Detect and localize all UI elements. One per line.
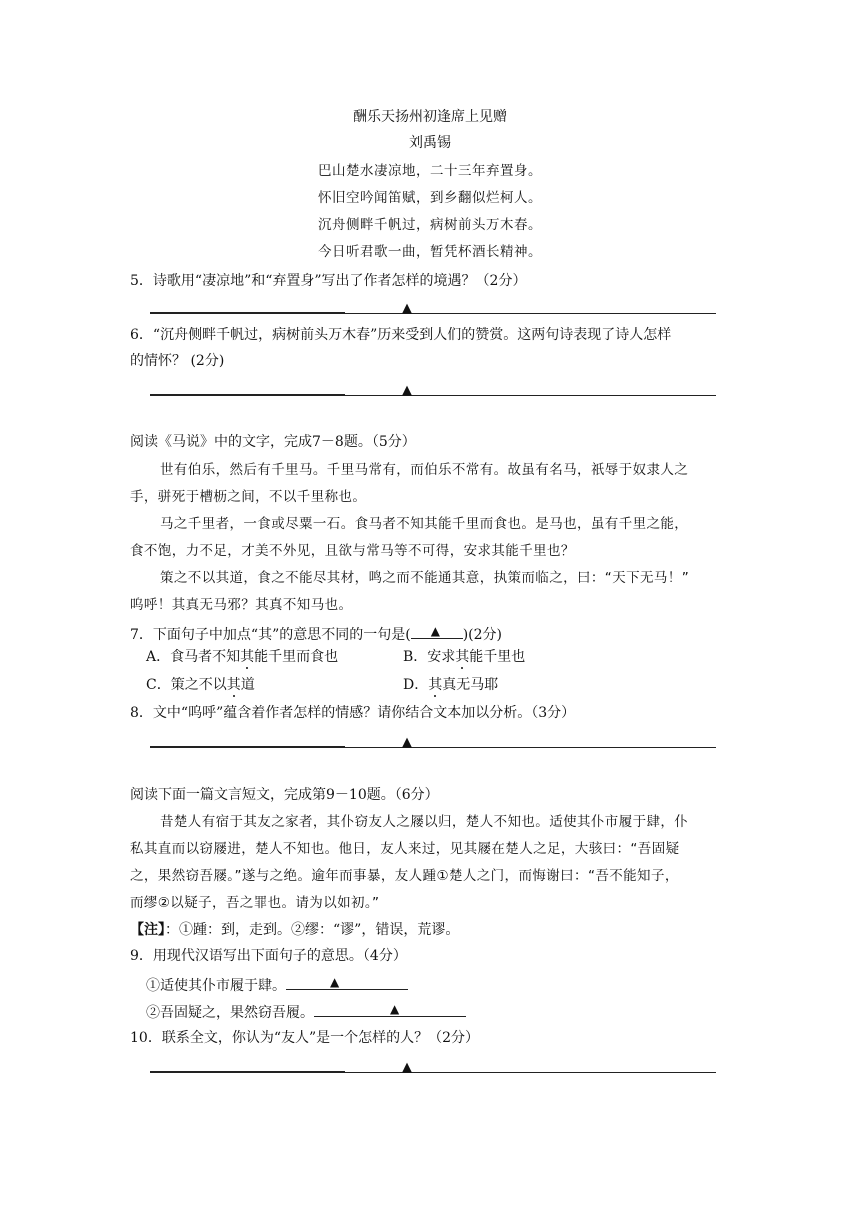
answer-line-q5[interactable] — [150, 298, 716, 314]
dotted-char: 其 — [226, 677, 241, 693]
dotted-char: 其 — [428, 677, 443, 693]
answer-line-q10[interactable] — [150, 1057, 716, 1073]
option-b[interactable]: B．安求其能千里也 — [403, 649, 526, 665]
question-7-stem: 7．下面句子中加点“其”的意思不同的一句是( — [130, 627, 411, 643]
mashuo-para: 世有伯乐，然后有千里马。千里马常有，而伯乐不常有。故虽有名马，祇辱于奴隶人之 — [160, 462, 689, 478]
answer-marker-icon: ▲ — [402, 383, 412, 398]
note-label: 【注】 — [130, 922, 165, 938]
question-6-line1: 6．“沉舟侧畔千帆过，病树前头万木春”历来受到人们的赞赏。这两句诗表现了诗人怎样 — [130, 327, 672, 343]
answer-marker-icon: ▲ — [330, 975, 340, 989]
mashuo-para: 马之千里者，一食或尽粟一石。食马者不知其能千里而食也。是马也，虽有千里之能， — [160, 516, 689, 532]
chuyren-para: 之，果然窃吾屦。”遂与之绝。逾年而事暴，友人踵①楚人之门，而悔谢曰：“吾不能知子， — [130, 868, 679, 884]
answer-marker-icon: ▲ — [402, 301, 412, 316]
answer-marker-icon: ▲ — [402, 735, 412, 750]
mashuo-intro: 阅读《马说》中的文字，完成7－8题。（5分） — [130, 434, 416, 450]
mashuo-para: 食不饱，力不足，才美不外见，且欲与常马等不可得，安求其能千里也？ — [130, 543, 575, 559]
poem-line: 今日听君歌一曲，暂凭杯酒长精神。 — [318, 244, 542, 260]
answer-line-q6[interactable] — [150, 380, 716, 396]
question-8: 8．文中“呜呼”蕴含着作者怎样的情感？请你结合文本加以分析。（3分） — [130, 705, 576, 721]
answer-line-q8[interactable] — [150, 732, 716, 748]
question-6-line2: 的情怀？ (2分) — [130, 353, 225, 369]
answer-blank-q9-1[interactable] — [286, 974, 408, 990]
question-10: 10．联系全文，你认为“友人”是一个怎样的人？（2分） — [130, 1030, 480, 1046]
chuyren-para: 昔楚人有宿于其友之家者，其仆窃友人之屦以归，楚人不知也。适使其仆市履于肆，仆 — [160, 814, 689, 830]
question-7-score: )(2分) — [462, 627, 502, 643]
option-d[interactable]: D．其真无马耶 — [403, 677, 499, 693]
option-c[interactable]: C．策之不以其道 — [146, 677, 255, 693]
mashuo-para: 策之不以其道，食之不能尽其材，鸣之而不能通其意，执策而临之，曰：“天下无马！” — [160, 570, 690, 586]
question-7 — [130, 623, 502, 644]
poem-author: 刘禹锡 — [409, 135, 451, 151]
answer-marker-icon: ▲ — [402, 1060, 412, 1075]
mashuo-para: 手，骈死于槽枥之间，不以千里称也。 — [130, 489, 367, 505]
dotted-char: 其 — [455, 649, 470, 665]
chuyren-para: 私其直而以窃屦进，楚人不知也。他日，友人来过，见其屦在楚人之足，大骇曰：“吾固疑 — [130, 841, 680, 857]
answer-blank-q7[interactable] — [411, 623, 463, 639]
question-9: 9．用现代汉语写出下面句子的意思。（4分） — [130, 948, 407, 964]
dotted-char: 其 — [240, 649, 255, 665]
answer-marker-icon: ▲ — [390, 1002, 400, 1016]
chuyren-para: 而缪②以疑子，吾之罪也。请为以如初。” — [130, 895, 380, 911]
mashuo-para: 呜呼！其真无马邪？其真不知马也。 — [130, 597, 353, 613]
question-9-item1: ①适使其仆市履于肆。 ▲ — [146, 974, 408, 995]
poem-title: 酬乐天扬州初逢席上见赠 — [353, 109, 507, 125]
poem-line: 怀旧空吟闻笛赋，到乡翻似烂柯人。 — [318, 190, 542, 206]
note-text: ：①踵：到，走到。②缪：“谬”，错误，荒谬。 — [165, 922, 460, 938]
question-5: 5．诗歌用“凄凉地”和“弃置身”写出了作者怎样的境遇？（2分） — [130, 273, 527, 289]
chuyren-intro: 阅读下面一篇文言短文，完成第9－10题。（6分） — [130, 787, 439, 803]
poem-line: 沉舟侧畔千帆过，病树前头万木春。 — [318, 217, 542, 233]
answer-marker-icon: ▲ — [430, 624, 440, 638]
option-a[interactable]: A．食马者不知其能千里而食也 — [146, 649, 339, 665]
poem-line: 巴山楚水凄凉地，二十三年弃置身。 — [318, 163, 542, 179]
question-9-item2: ②吾固疑之，果然窃吾履。 ▲ — [146, 1001, 466, 1022]
chuyren-note — [130, 921, 459, 939]
answer-blank-q9-2[interactable] — [314, 1001, 466, 1017]
